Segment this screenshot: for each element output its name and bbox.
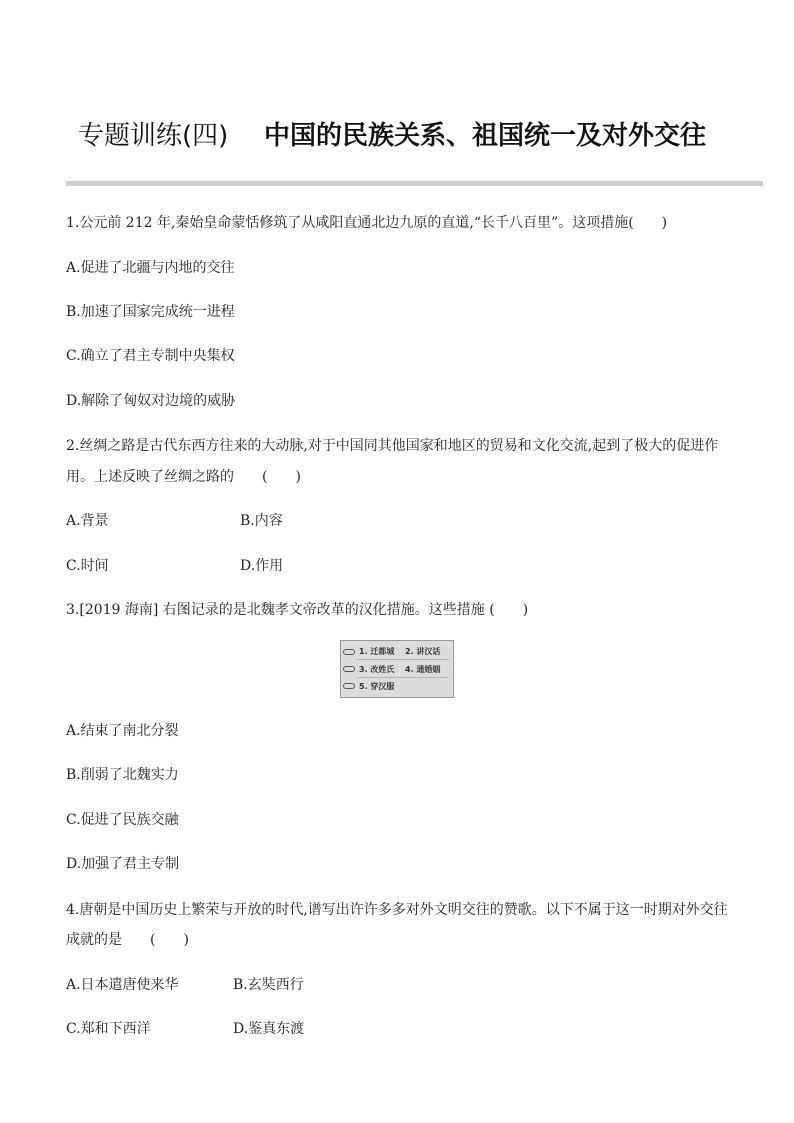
question-2-stem-line-1: 2.丝绸之路是古代东西方往来的大动脉,对于中国同其他国家和地区的贸易和文化交流,起到了极大的促进作 <box>66 438 719 454</box>
question-2-option-a[interactable]: A.背景 <box>66 513 109 529</box>
figure-item-4: 4. 通婚姻 <box>405 665 441 674</box>
title-series: 专题训练(四) <box>78 121 229 151</box>
question-2-option-c[interactable]: C.时间 <box>66 558 109 574</box>
reform-measures-figure <box>340 640 454 698</box>
question-4-option-c[interactable]: C.郑和下西洋 <box>66 1021 151 1037</box>
question-3-stem: 3.[2019 海南] 右图记录的是北魏孝文帝改革的汉化措施。这些措施 ( ) <box>66 602 529 618</box>
question-4-option-b[interactable]: B.玄奘西行 <box>233 977 304 993</box>
notebook-ring-icon <box>343 666 355 672</box>
question-2-option-b[interactable]: B.内容 <box>240 513 283 529</box>
figure-item-2: 2. 讲汉话 <box>405 647 441 656</box>
page-title <box>78 118 764 154</box>
question-1-option-a[interactable]: A.促进了北疆与内地的交往 <box>66 260 235 276</box>
notebook-ring-icon <box>343 683 355 689</box>
title-divider <box>66 181 763 186</box>
figure-item-3: 3. 改姓氏 <box>359 665 395 674</box>
question-3-option-d[interactable]: D.加强了君主专制 <box>66 856 180 872</box>
question-1-stem: 1.公元前 212 年,秦始皇命蒙恬修筑了从咸阳直通北边九原的直道,“长千八百里”。这项措施( ) <box>66 215 668 231</box>
question-1-option-b[interactable]: B.加速了国家完成统一进程 <box>66 304 235 320</box>
question-4-option-d[interactable]: D.鉴真东渡 <box>233 1021 305 1037</box>
question-2-stem-line-2: 用。上述反映了丝绸之路的 ( ) <box>66 469 301 485</box>
notebook-ring-icon <box>343 649 355 655</box>
question-1-option-c[interactable]: C.确立了君主专制中央集权 <box>66 348 235 364</box>
figure-item-1: 1. 迁都城 <box>359 647 395 656</box>
question-4-stem-line-2: 成就的是 ( ) <box>66 932 189 948</box>
question-4-stem-line-1: 4.唐朝是中国历史上繁荣与开放的时代,谱写出许许多多对外文明交往的赞歌。以下不属于这一时期对外交往 <box>66 902 728 918</box>
question-3-option-b[interactable]: B.削弱了北魏实力 <box>66 767 179 783</box>
question-4-option-a[interactable]: A.日本遣唐使来华 <box>66 977 179 993</box>
question-3-option-a[interactable]: A.结束了南北分裂 <box>66 723 179 739</box>
figure-item-5: 5. 穿汉服 <box>359 682 395 691</box>
question-3-option-c[interactable]: C.促进了民族交融 <box>66 812 179 828</box>
title-topic: 中国的民族关系、祖国统一及对外交往 <box>264 121 707 151</box>
question-2-option-d[interactable]: D.作用 <box>240 558 284 574</box>
question-1-option-d[interactable]: D.解除了匈奴对边境的威胁 <box>66 393 236 409</box>
